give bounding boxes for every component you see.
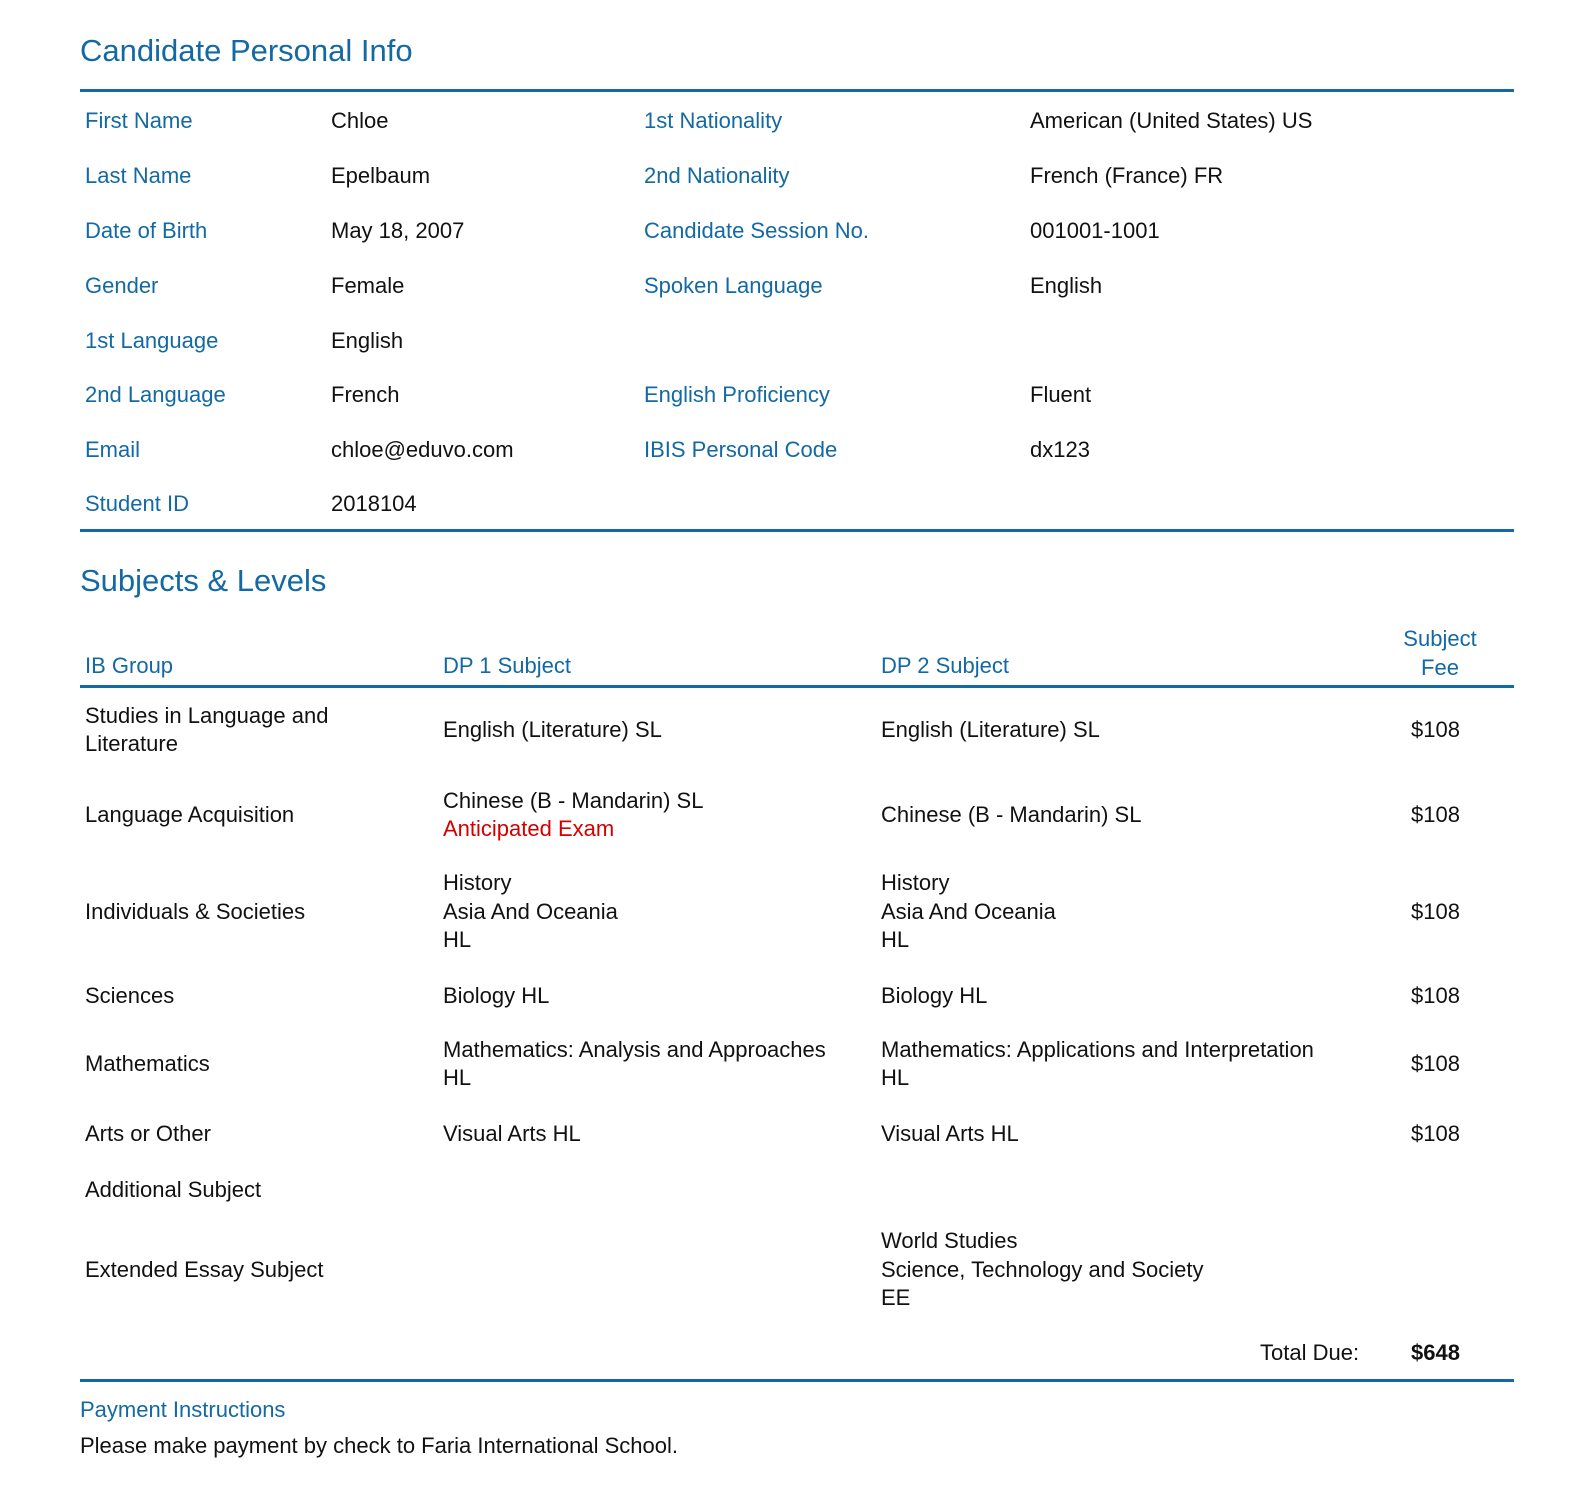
subjects-title: Subjects & Levels xyxy=(80,563,327,598)
field-value: French xyxy=(331,382,400,407)
dp2-subject-line: EE xyxy=(881,1285,911,1311)
subject-fee xyxy=(1400,773,1460,857)
subject-fee xyxy=(1400,700,1460,760)
field-label: 2nd Nationality xyxy=(644,163,790,188)
field-value: Female xyxy=(331,273,405,298)
field-label: English Proficiency xyxy=(644,382,830,407)
subject-fee-value: $108 xyxy=(1411,982,1460,1008)
dp1-subject-line: History xyxy=(443,870,512,896)
field-value: English xyxy=(1030,273,1103,298)
header-subject-fee xyxy=(1390,624,1490,682)
dp1-subject-line: Asia And Oceania xyxy=(443,898,618,924)
field-value: Chloe xyxy=(331,108,389,133)
dp1-subject-line: English (Literature) SL xyxy=(443,716,662,742)
subject-fee xyxy=(1400,976,1460,1016)
field-label: Email xyxy=(85,437,141,462)
header-dp2-subject: DP 2 Subject xyxy=(881,653,1010,678)
field-value: French (France) FR xyxy=(1030,163,1224,188)
ib-group-cell xyxy=(85,860,405,964)
header-dp1-subject: DP 1 Subject xyxy=(443,653,572,678)
ib-group-line: Mathematics xyxy=(85,1050,210,1076)
field-label: 1st Nationality xyxy=(644,108,783,133)
field-value: 2018104 xyxy=(331,491,417,516)
dp1-subject-cell xyxy=(443,1225,883,1315)
subjects-bottom-divider xyxy=(80,1379,1514,1382)
subject-row xyxy=(0,860,1582,964)
field-value: Epelbaum xyxy=(331,163,431,188)
dp2-subject-cell xyxy=(881,1114,1381,1154)
ib-group-cell xyxy=(85,976,405,1016)
dp1-subject-line: HL xyxy=(443,1065,472,1090)
field-label: Student ID xyxy=(85,491,189,516)
subject-row xyxy=(0,976,1582,1016)
field-value: May 18, 2007 xyxy=(331,218,465,243)
field-label: Date of Birth xyxy=(85,218,208,243)
payment-instructions-title: Payment Instructions xyxy=(80,1397,286,1422)
personal-info-top-divider xyxy=(80,89,1514,92)
field-value: chloe@eduvo.com xyxy=(331,437,514,462)
subject-fee xyxy=(1400,1170,1460,1210)
dp2-subject-cell xyxy=(881,700,1381,760)
field-label: Candidate Session No. xyxy=(644,218,870,243)
dp1-subject-cell xyxy=(443,1170,883,1210)
header-ib-group: IB Group xyxy=(85,653,174,678)
subject-fee-value: $108 xyxy=(1411,1050,1460,1076)
dp1-subject-cell xyxy=(443,976,883,1016)
subject-fee-value: $108 xyxy=(1411,898,1460,924)
field-label: Spoken Language xyxy=(644,273,823,298)
ib-group-line: Sciences xyxy=(85,982,175,1008)
subject-fee xyxy=(1400,860,1460,964)
ib-group-line: Literature xyxy=(85,731,178,756)
ib-group-line: Studies in Language and xyxy=(85,702,329,728)
field-label: Gender xyxy=(85,273,159,298)
anticipated-exam-note: Anticipated Exam xyxy=(443,816,615,841)
subject-row xyxy=(0,1225,1582,1315)
subject-row xyxy=(0,1031,1582,1097)
dp2-subject-line: History xyxy=(881,870,950,896)
field-value: English xyxy=(331,328,404,353)
dp2-subject-line: Science, Technology and Society xyxy=(881,1256,1204,1282)
dp2-subject-line: Asia And Oceania xyxy=(881,898,1056,924)
dp1-subject-cell xyxy=(443,1031,883,1097)
dp1-subject-cell xyxy=(443,773,883,857)
ib-group-cell xyxy=(85,700,405,760)
ib-group-line: Arts or Other xyxy=(85,1120,211,1146)
dp2-subject-line: Visual Arts HL xyxy=(881,1120,1019,1146)
field-label: 1st Language xyxy=(85,328,219,353)
subject-row xyxy=(0,700,1582,760)
header-subject-fee-line2: Fee xyxy=(1421,655,1459,680)
dp1-subject-cell xyxy=(443,700,883,760)
field-value: Fluent xyxy=(1030,382,1092,407)
dp1-subject-line: Mathematics: Analysis and Approaches xyxy=(443,1036,826,1062)
dp2-subject-line: Mathematics: Applications and Interpretation xyxy=(881,1036,1314,1062)
dp1-subject-cell xyxy=(443,1114,883,1154)
dp2-subject-line: Chinese (B - Mandarin) SL xyxy=(881,801,1142,827)
dp1-subject-line: Chinese (B - Mandarin) SL xyxy=(443,787,704,813)
total-due-label: Total Due: xyxy=(1260,1340,1360,1365)
total-due-value: $648 xyxy=(1411,1340,1460,1365)
dp2-subject-cell xyxy=(881,1170,1381,1210)
dp1-subject-cell xyxy=(443,860,883,964)
dp1-subject-line: HL xyxy=(443,927,472,953)
field-label: IBIS Personal Code xyxy=(644,437,838,462)
header-subject-fee-line1: Subject xyxy=(1403,626,1477,651)
ib-group-cell xyxy=(85,773,405,857)
field-value: 001001-1001 xyxy=(1030,218,1160,243)
subjects-header-divider xyxy=(80,685,1514,688)
ib-group-cell xyxy=(85,1170,405,1210)
subject-fee-value: $108 xyxy=(1411,716,1460,742)
subject-row xyxy=(0,1114,1582,1154)
ib-group-cell xyxy=(85,1114,405,1154)
dp2-subject-cell xyxy=(881,860,1381,964)
dp2-subject-line: HL xyxy=(881,1065,910,1090)
subject-row xyxy=(0,1170,1582,1210)
subject-fee xyxy=(1400,1031,1460,1097)
dp2-subject-line: English (Literature) SL xyxy=(881,716,1100,742)
dp1-subject-line: Biology HL xyxy=(443,982,550,1008)
subject-fee-value: $108 xyxy=(1411,801,1460,827)
dp2-subject-cell xyxy=(881,773,1381,857)
ib-group-line: Additional Subject xyxy=(85,1176,262,1202)
dp2-subject-cell xyxy=(881,976,1381,1016)
ib-group-cell xyxy=(85,1031,405,1097)
dp2-subject-line: HL xyxy=(881,927,910,953)
ib-group-line: Individuals & Societies xyxy=(85,898,306,924)
ib-group-cell xyxy=(85,1225,405,1315)
field-label: 2nd Language xyxy=(85,382,226,407)
subject-fee xyxy=(1400,1225,1460,1315)
personal-info-title: Candidate Personal Info xyxy=(80,33,413,68)
field-label: First Name xyxy=(85,108,193,133)
subject-fee-value: $108 xyxy=(1411,1120,1460,1146)
dp2-subject-cell xyxy=(881,1031,1381,1097)
dp1-subject-line: Visual Arts HL xyxy=(443,1120,581,1146)
dp2-subject-line: World Studies xyxy=(881,1228,1018,1254)
dp2-subject-line: Biology HL xyxy=(881,982,988,1008)
subject-fee xyxy=(1400,1114,1460,1154)
dp2-subject-cell xyxy=(881,1225,1381,1315)
field-value: dx123 xyxy=(1030,437,1090,462)
field-label: Last Name xyxy=(85,163,192,188)
ib-group-line: Extended Essay Subject xyxy=(85,1256,324,1282)
field-value: American (United States) US xyxy=(1030,108,1313,133)
ib-group-line: Language Acquisition xyxy=(85,801,295,827)
subject-row xyxy=(0,773,1582,857)
personal-info-bottom-divider xyxy=(80,529,1514,532)
payment-instructions-text: Please make payment by check to Faria International School. xyxy=(80,1433,678,1458)
